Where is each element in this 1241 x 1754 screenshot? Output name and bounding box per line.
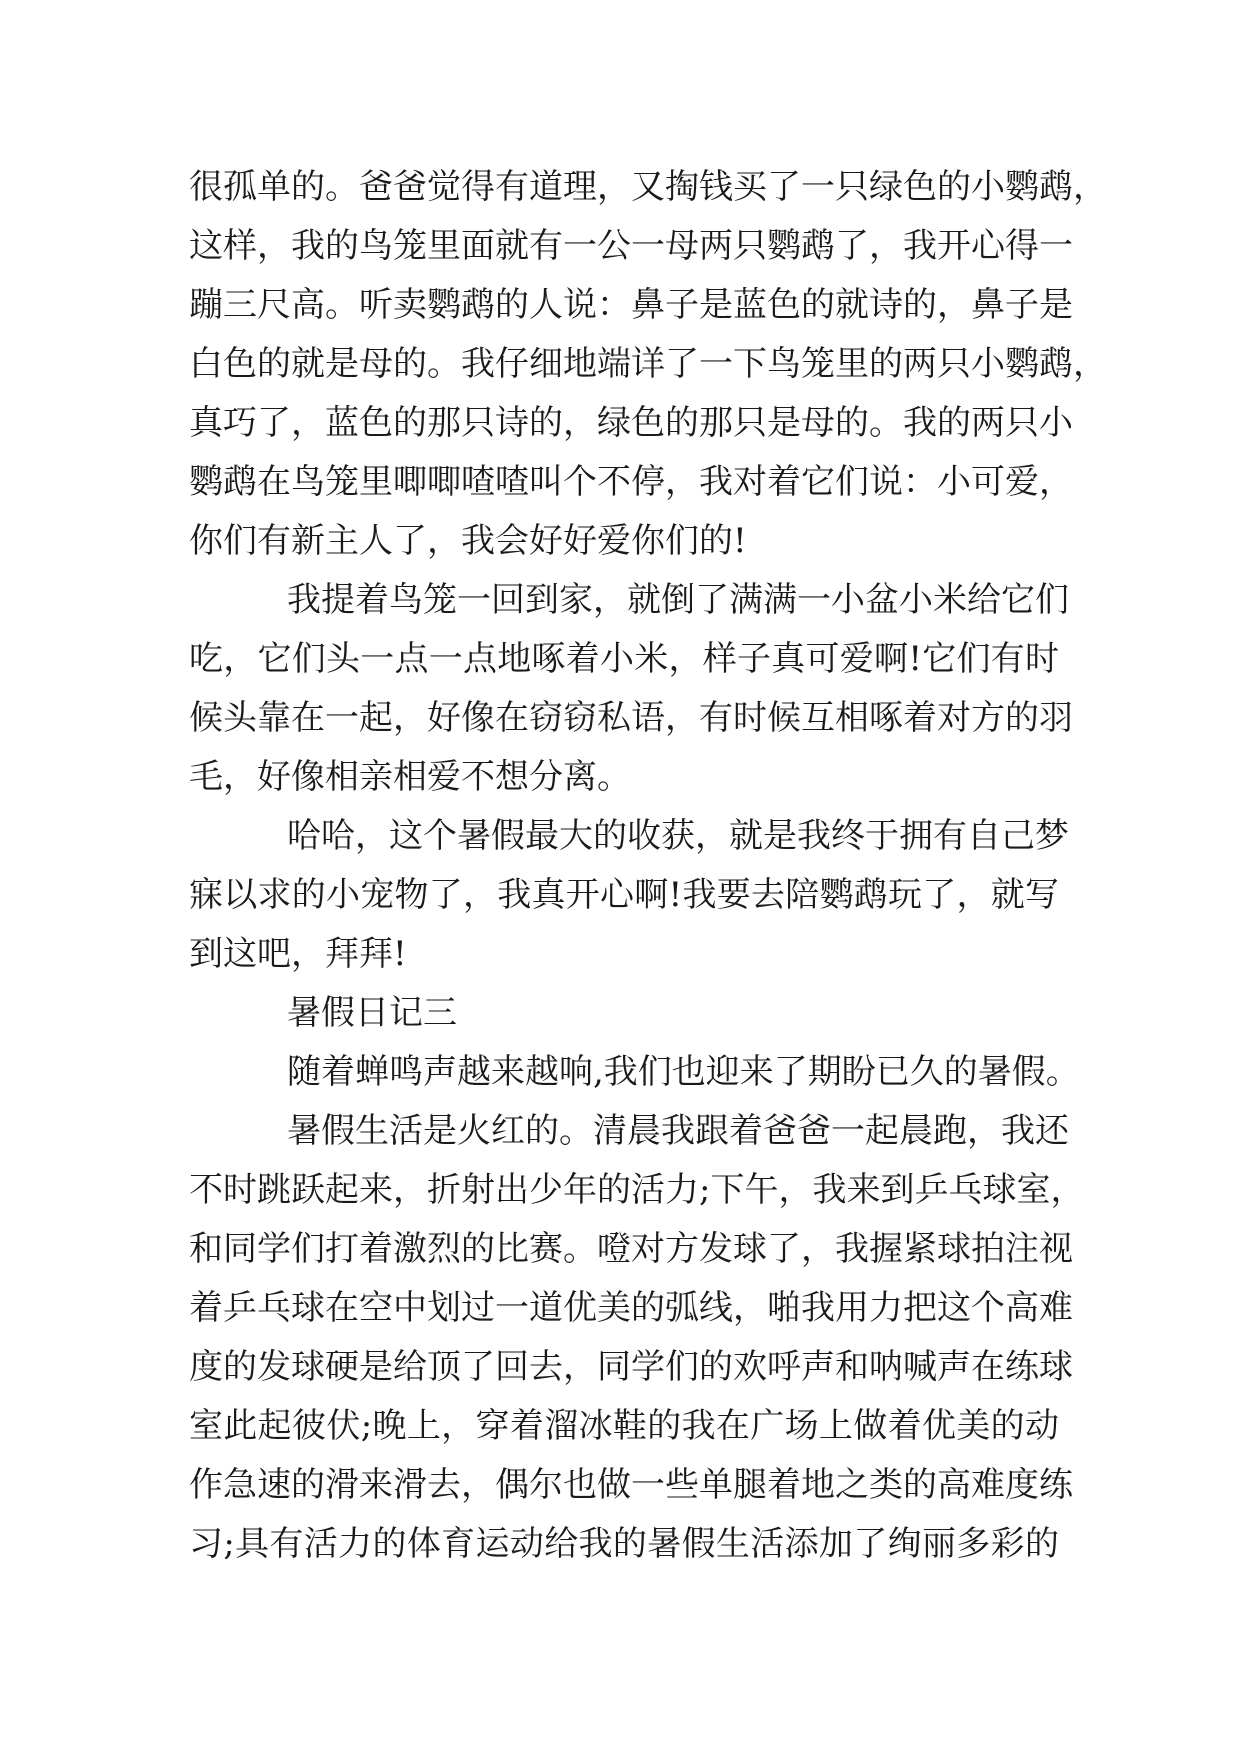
section-heading: 暑假日记三 [287,993,457,1033]
text-line: 鹦鹉在鸟笼里唧唧喳喳叫个不停，我对着它们说：小可爱， [189,462,1073,502]
paragraph-first-line: 暑假生活是火红的。清晨我跟着爸爸一起晨跑，我还 [287,1111,1069,1151]
paragraph-first-line: 我提着鸟笼一回到家，就倒了满满一小盆小米给它们 [287,580,1069,620]
text-line: 度的发球硬是给顶了回去，同学们的欢呼声和呐喊声在练球 [189,1347,1073,1387]
text-line: 着乒乓球在空中划过一道优美的弧线，啪我用力把这个高难 [189,1288,1073,1328]
text-line: 到这吧，拜拜! [189,934,407,974]
text-line: 吃，它们头一点一点地啄着小米，样子真可爱啊!它们有时 [189,639,1059,679]
text-line: 室此起彼伏;晚上，穿着溜冰鞋的我在广场上做着优美的动 [189,1406,1059,1446]
text-line: 这样，我的鸟笼里面就有一公一母两只鹦鹉了，我开心得一 [189,226,1073,266]
text-line: 和同学们打着激烈的比赛。噔对方发球了，我握紧球拍注视 [189,1229,1073,1269]
body-text [189,158,1107,1574]
paragraph-first-line: 哈哈，这个暑假最大的收获，就是我终于拥有自己梦 [287,816,1069,856]
text-line: 很孤单的。爸爸觉得有道理，又掏钱买了一只绿色的小鹦鹉， [189,167,1107,207]
text-line: 习;具有活力的体育运动给我的暑假生活添加了绚丽多彩的 [189,1524,1059,1564]
text-line: 毛，好像相亲相爱不想分离。 [189,757,631,797]
text-line: 白色的就是母的。我仔细地端详了一下鸟笼里的两只小鹦鹉， [189,344,1107,384]
paragraph-first-line: 随着蝉鸣声越来越响,我们也迎来了期盼已久的暑假。 [287,1052,1080,1092]
text-line: 不时跳跃起来，折射出少年的活力;下午，我来到乒乓球室， [189,1170,1085,1210]
text-line: 寐以求的小宠物了，我真开心啊!我要去陪鹦鹉玩了，就写 [189,875,1059,915]
text-line: 真巧了，蓝色的那只诗的，绿色的那只是母的。我的两只小 [189,403,1073,443]
text-line: 作急速的滑来滑去，偶尔也做一些单腿着地之类的高难度练 [189,1465,1073,1505]
text-line: 你们有新主人了，我会好好爱你们的! [189,521,747,561]
text-line: 蹦三尺高。听卖鹦鹉的人说：鼻子是蓝色的就诗的，鼻子是 [189,285,1073,325]
text-line: 候头靠在一起，好像在窃窃私语，有时候互相啄着对方的羽 [189,698,1073,738]
